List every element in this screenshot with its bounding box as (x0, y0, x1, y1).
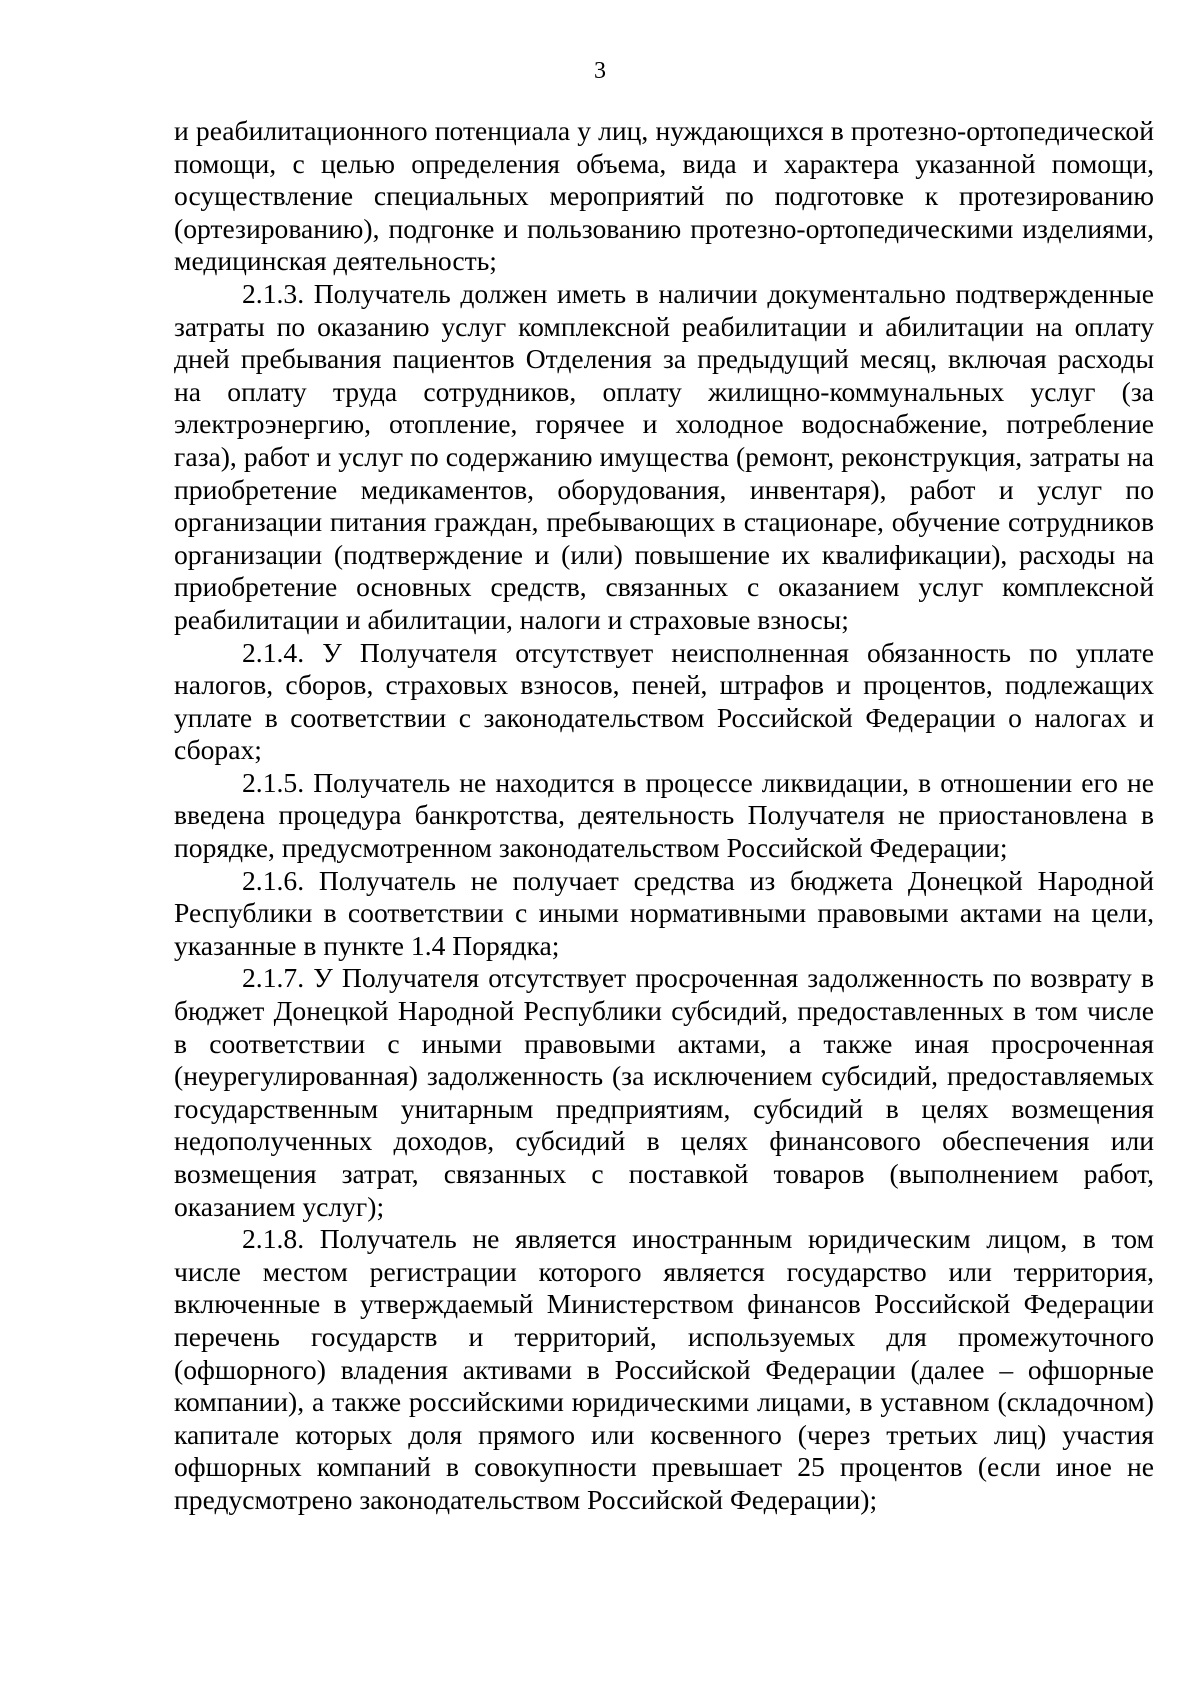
paragraph-item-2-1-8: 2.1.8. Получатель не является иностранным юридическим лицом, в том числе местом регистрации которого является государство или территория, включенные в утверждаемый Министерством финансов Российской Федерации перечень государств и территорий, используемых для промежуточного (офшорного) владения активами в Российской Федерации (далее – офшорные компании), а также российскими юридическими лицами, в уставном (складочном) капитале которых доля прямого или косвенного (через третьих лиц) участия офшорных компаний в совокупности превышает 25 процентов (если иное не предусмотрено законодательством Российской Федерации); (174, 1223, 1154, 1515)
paragraph-item-2-1-5: 2.1.5. Получатель не находится в процессе ликвидации, в отношении его не введена процедура банкротства, деятельность Получателя не приостановлена в порядке, предусмотренном законодательством Российской Федерации; (174, 766, 1154, 864)
page-number: 3 (594, 58, 606, 84)
document-body (174, 115, 1154, 1517)
paragraph-item-2-1-3: 2.1.3. Получатель должен иметь в наличии документально подтвержденные затраты по оказанию услуг комплексной реабилитации и абилитации на оплату дней пребывания пациентов Отделения за предыдущий месяц, включая расходы на оплату труда сотрудников, оплату жилищно-коммунальных услуг (за электроэнергию, отопление, горячее и холодное водоснабжение, потребление газа), работ и услуг по содержанию имущества (ремонт, реконструкция, затраты на приобретение медикаментов, оборудования, инвентаря), работ и услуг по организации питания граждан, пребывающих в стационаре, обучение сотрудников организации (подтверждение и (или) повышение их квалификации), расходы на приобретение основных средств, связанных с оказанием услуг комплексной реабилитации и абилитации, налоги и страховые взносы; (174, 277, 1154, 635)
paragraph-item-2-1-7: 2.1.7. У Получателя отсутствует просроченная задолженность по возврату в бюджет Донецкой Народной Республики субсидий, предоставленных в том числе в соответствии с иными правовыми актами, а также иная просроченная (неурегулированная) задолженность (за исключением субсидий, предоставляемых государственным унитарным предприятиям, субсидий в целях возмещения недополученных доходов, субсидий в целях финансового обеспечения или возмещения затрат, связанных с поставкой товаров (выполнением работ, оказанием услуг); (174, 962, 1154, 1222)
paragraph-item-2-1-6: 2.1.6. Получатель не получает средства из бюджета Донецкой Народной Республики в соответствии с иными нормативными правовыми актами на цели, указанные в пункте 1.4 Порядка; (174, 864, 1154, 961)
paragraph-item-2-1-4: 2.1.4. У Получателя отсутствует неисполненная обязанность по уплате налогов, сборов, страховых взносов, пеней, штрафов и процентов, подлежащих уплате в соответствии с законодательством Российской Федерации о налогах и сборах; (174, 636, 1154, 766)
paragraph-continuation: и реабилитационного потенциала у лиц, нуждающихся в протезно-ортопедической помощи, с целью определения объема, вида и характера указанной помощи, осуществление специальных мероприятий по подготовке к протезированию (ортезированию), подгонке и пользованию протезно-ортопедическими изделиями, медицинская деятельность; (174, 115, 1154, 277)
